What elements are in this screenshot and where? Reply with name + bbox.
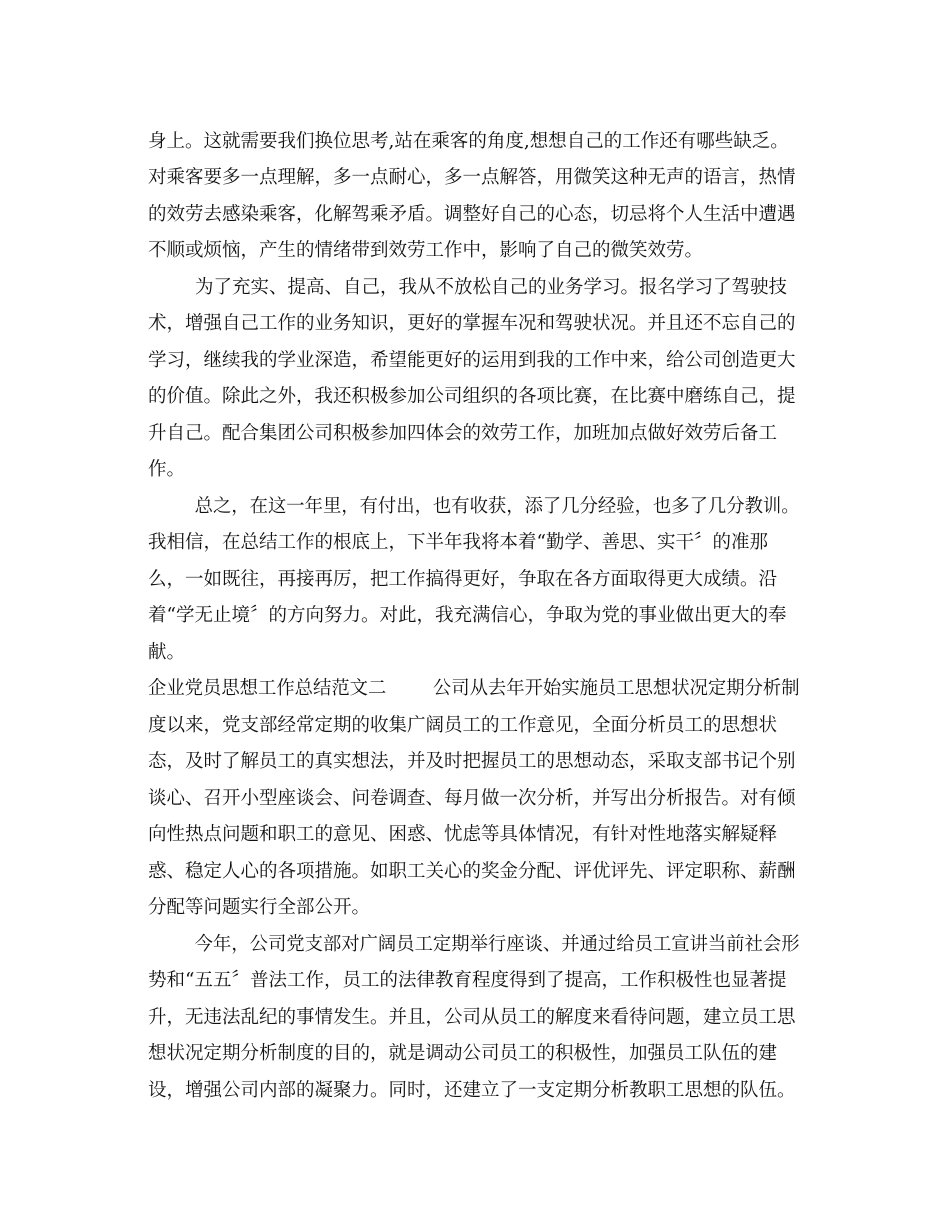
text-line: 的价值。除此之外，我还积极参加公司组织的各项比赛，在比赛中磨练自己，提 bbox=[148, 386, 796, 407]
text-line: 升自己。配合集团公司积极参加四体会的效劳工作，加班加点做好效劳后备工 bbox=[148, 423, 778, 444]
text-line: 对乘客要多一点理解，多一点耐心，多一点解答，用微笑这种无声的语言，热情 bbox=[148, 167, 796, 188]
text-line: 学习，继续我的学业深造，希望能更好的运用到我的工作中来，给公司创造更大 bbox=[148, 350, 796, 371]
text-line: 向性热点问题和职工的意见、困惑、忧虑等具体情况，有针对性地落实解疑释 bbox=[148, 824, 778, 845]
section-heading-line: 企业党员思想工作总结范文二 公司从去年开始实施员工思想状况定期分析制 bbox=[148, 678, 800, 699]
text-line: 我相信，在总结工作的根底上，下半年我将本着“勤学、善思、实干〞的准那 bbox=[148, 532, 768, 553]
text-line: 势和“五五〞普法工作，员工的法律教育程度得到了提高，工作积极性也显著提 bbox=[148, 970, 787, 991]
text-line: 度以来，党支部经常定期的收集广阔员工的工作意见，全面分析员工的思想状 bbox=[148, 715, 778, 736]
text-line: 为了充实、提高、自己，我从不放松自己的业务学习。报名学习了驾驶技 bbox=[148, 277, 788, 298]
text-line: 设，增强公司内部的凝聚力。同时，还建立了一支定期分析教职工思想的队伍。 bbox=[148, 1080, 796, 1101]
text-line: 不顺或烦恼，产生的情绪带到效劳工作中，影响了自己的微笑效劳。 bbox=[148, 240, 704, 261]
text-line: 术，增强自己工作的业务知识，更好的掌握车况和驾驶状况。并且还不忘自己的 bbox=[148, 313, 796, 334]
text-line: 态，及时了解员工的真实想法，并及时把握员工的思想动态，采取支部书记个别 bbox=[148, 751, 796, 772]
text-line: 谈心、召开小型座谈会、问卷调查、每月做一次分析，并写出分析报告。对有倾 bbox=[148, 788, 796, 809]
text-line: 分配等问题实行全部公开。 bbox=[148, 897, 371, 918]
text-line: 着“学无止境〞的方向努力。对此，我充满信心，争取为党的事业做出更大的奉 bbox=[148, 605, 787, 626]
text-line: 么，一如既往，再接再厉，把工作搞得更好，争取在各方面取得更大成绩。沿 bbox=[148, 569, 778, 590]
text-line: 身上。这就需要我们换位思考,站在乘客的角度,想想自己的工作还有哪些缺乏。 bbox=[148, 131, 789, 152]
text-line: 升，无违法乱纪的事情发生。并且，公司从员工的解度来看待问题，建立员工思 bbox=[148, 1007, 796, 1028]
text-line: 总之，在这一年里，有付出，也有收获，添了几分经验，也多了几分教训。 bbox=[148, 496, 800, 517]
text-line: 献。 bbox=[148, 642, 186, 663]
text-line: 作。 bbox=[148, 459, 186, 480]
text-line: 惑、稳定人心的各项措施。如职工关心的奖金分配、评优评先、评定职称、薪酬 bbox=[148, 861, 796, 882]
text-line: 想状况定期分析制度的目的，就是调动公司员工的积极性，加强员工队伍的建 bbox=[148, 1043, 778, 1064]
text-line: 今年，公司党支部对广阔员工定期举行座谈、并通过给员工宣讲当前社会形 bbox=[148, 934, 800, 955]
text-line: 的效劳去感染乘客，化解驾乘矛盾。调整好自己的心态，切忌将个人生活中遭遇 bbox=[148, 204, 796, 225]
